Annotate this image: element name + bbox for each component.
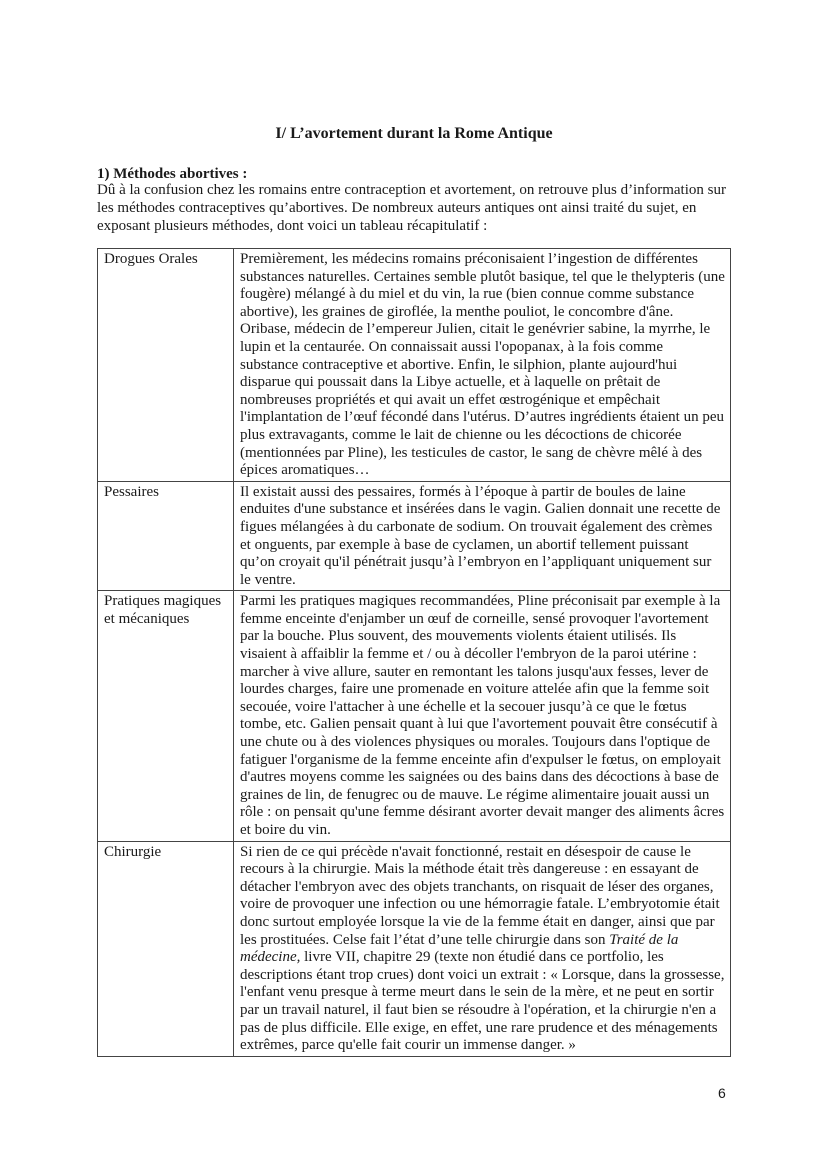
- book-title: Traité de la médecine,: [240, 931, 679, 966]
- method-label: Pessaires: [98, 481, 234, 591]
- page-title: I/ L’avortement durant la Rome Antique: [275, 125, 553, 142]
- summary-table: [97, 248, 731, 1057]
- table-row: [98, 481, 731, 591]
- method-label: Drogues Orales: [98, 249, 234, 482]
- table-row: [98, 249, 731, 482]
- method-description: Premièrement, les médecins romains préconisaient l’ingestion de différentes substances naturelles. Certaines semble plutôt basique, tel que le thelypteris (une fougère) mélangé à du miel et du vin, la rue (bien connue comme substance abortive), les graines de giroflée, la menthe pouliot, le concombre d'âne. Oribase, médecin de l’empereur Julien, citait le genévrier sabine, la myrrhe, le lupin et la centaurée. On connaissait aussi l'opopanax, à la fois comme substance contraceptive et abortive. Enfin, le silphion, plante aujourd'hui disparue qui poussait dans la Libye actuelle, et à laquelle on prêtait de nombreuses propriétés et qui avait un effet œstrogénique et empêchait l'implantation de l’œuf fécondé dans l'utérus. D’autres ingrédients étaient un peu plus extravagants, comme le lait de chienne ou les décoctions de chicorée (mentionnées par Pline), les testicules de castor, le sang de chèvre mêlé à des épices aromatiques…: [234, 249, 731, 482]
- section-heading: 1) Méthodes abortives :: [97, 166, 248, 182]
- method-label: Chirurgie: [98, 841, 234, 1056]
- page-number: 6: [718, 1085, 726, 1101]
- table-row: [98, 841, 731, 1056]
- table-row: [98, 591, 731, 841]
- description-text: Si rien de ce qui précède n'avait fonctionné, restait en désespoir de cause le recours à la chirurgie. Mais la méthode était très dangereuse : en essayant de détacher l'embryon avec des objets tranchants, on risquait de léser des organes, voire de provoquer une infection ou une hémorragie fatale. L’embryotomie était donc surtout employée lorsque la vie de la femme était en danger, ainsi que par les prostituées. Celse fait l’état d’une telle chirurgie dans son: [240, 843, 720, 948]
- method-description: Parmi les pratiques magiques recommandées, Pline préconisait par exemple à la femme enceinte d'enjamber un œuf de corneille, sensé provoquer l'avortement par la bouche. Plus souvent, des mouvements violents étaient utilisés. Ils visaient à affaiblir la femme et / ou à décoller l'embryon de la paroi utérine : marcher à vive allure, sauter en remontant les talons jusqu'aux fesses, lever de lourdes charges, faire une promenade en voiture attelée afin que la femme soit secouée, voire l'attacher à une échelle et la secouer jusqu’à ce que le fœtus tombe, etc. Galien pensait quant à lui que l'avortement pouvait être consécutif à une chute ou à des violences physiques ou morales. Toujours dans l'optique de fatiguer l'organisme de la femme enceinte afin d'expulser le fœtus, on employait d'autres moyens comme les saignées ou des bains dans des décoctions à base de graines de lin, de fenugrec ou de mauve. Le régime alimentaire jouait aussi un rôle : on pensait qu'une femme désirant avorter devait manger des aliments âcres et boire du vin.: [234, 591, 731, 841]
- method-description: [234, 841, 731, 1056]
- method-description: Il existait aussi des pessaires, formés à l’époque à partir de boules de laine enduites d'une substance et insérées dans le vagin. Galien donnait une recette de figues mélangées à du carbonate de sodium. On trouvait également des crèmes et onguents, par exemple à base de cyclamen, un abortif tellement puissant qu’on croyait qu'il pénétrait jusqu’à l’embryon en l’appliquant uniquement sur le ventre.: [234, 481, 731, 591]
- method-label: Pratiques magiques et mécaniques: [98, 591, 234, 841]
- intro-paragraph: Dû à la confusion chez les romains entre contraception et avortement, on retrouve plus d’information sur les méthodes contraceptives qu’abortives. De nombreux auteurs antiques ont ainsi traité du sujet, en exposant plusieurs méthodes, dont voici un tableau récapitulatif :: [97, 182, 726, 234]
- description-text: livre VII, chapitre 29 (texte non étudié dans ce portfolio, les descriptions étant trop crues) dont voici un extrait : « Lorsque, dans la grossesse, l'enfant venu presque à terme meurt dans le sein de la mère, et ne peut en sortir par un travail naturel, il faut bien se résoudre à l'opération, et la chirurgie n'en a pas de plus difficile. Elle exige, en effet, une rare prudence et des ménagements extrêmes, parce qu'elle fait courir un immense danger. »: [240, 949, 725, 1054]
